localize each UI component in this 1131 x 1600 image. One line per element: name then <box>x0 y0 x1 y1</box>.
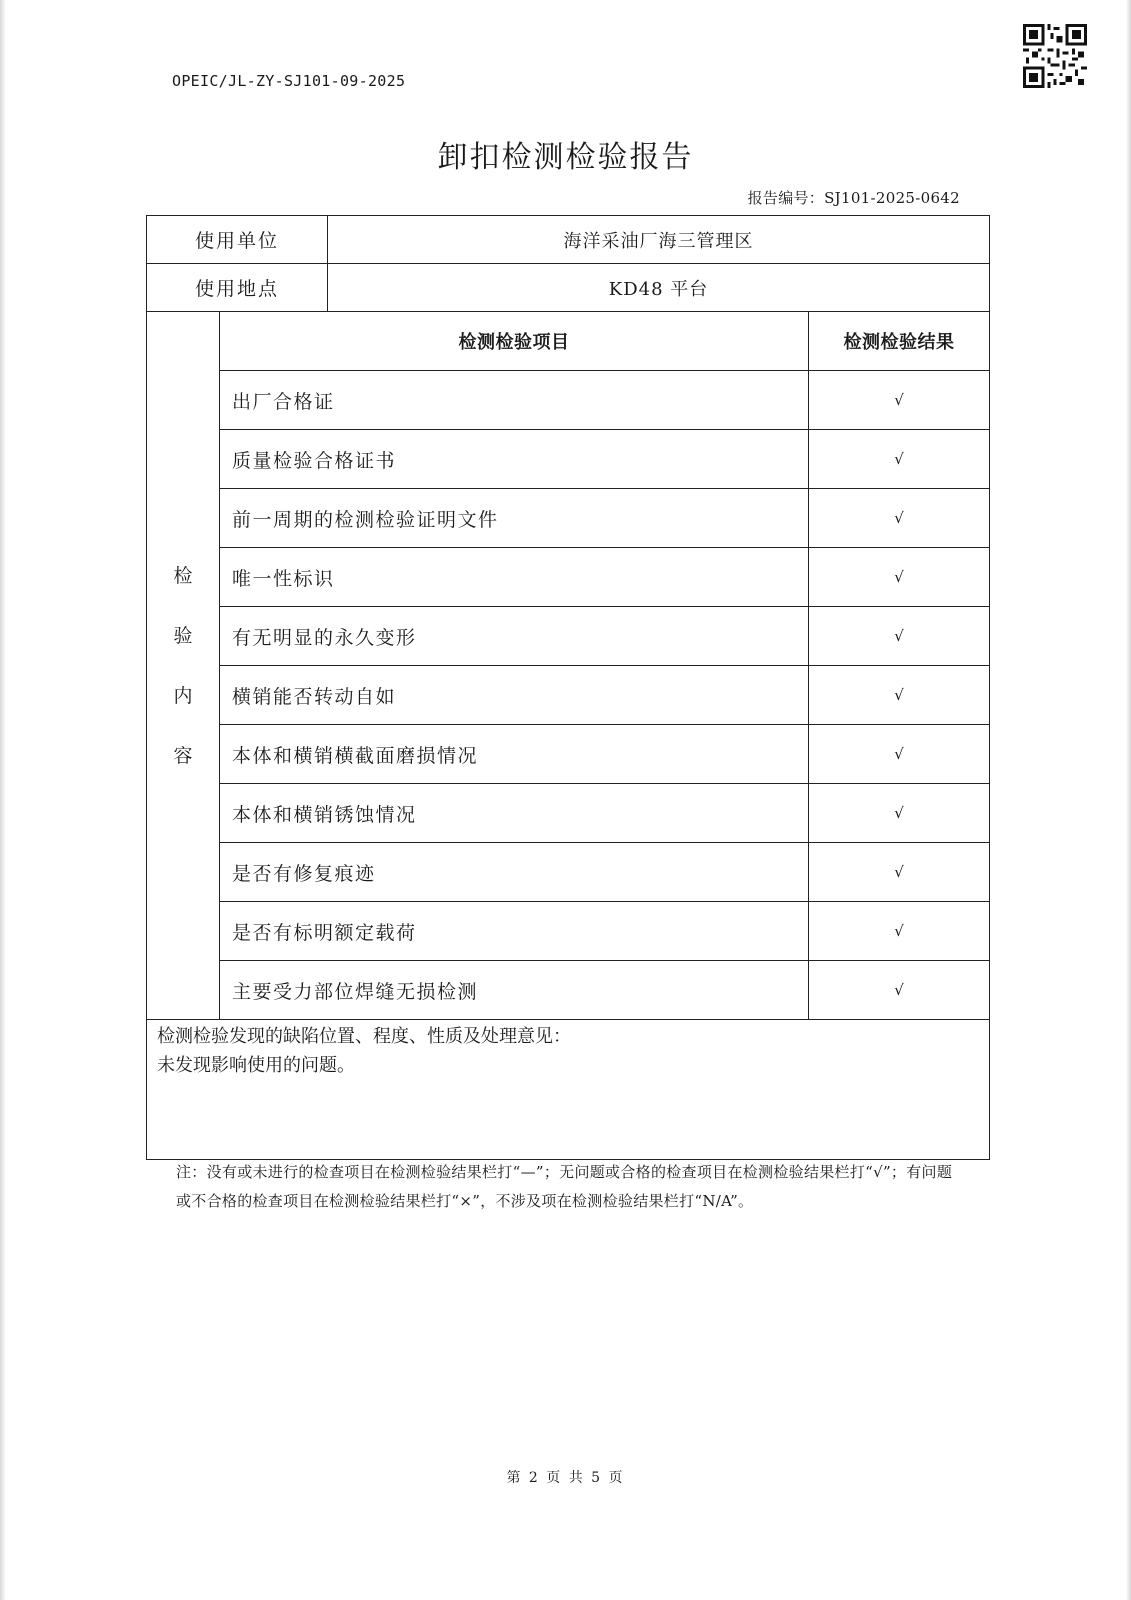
side-char: 验 <box>173 624 193 647</box>
inspection-content-side-label <box>147 312 220 1020</box>
scan-edge-left <box>0 0 6 1600</box>
inspection-result: √ <box>809 489 990 548</box>
inspection-item: 出厂合格证 <box>220 371 809 430</box>
findings-cell <box>147 1020 990 1160</box>
inspection-item: 有无明显的永久变形 <box>220 607 809 666</box>
table-row <box>147 725 990 784</box>
unit-row <box>147 216 990 264</box>
side-char: 容 <box>173 744 193 767</box>
location-row <box>147 264 990 312</box>
inspection-result: √ <box>809 607 990 666</box>
inspection-item: 是否有修复痕迹 <box>220 843 809 902</box>
report-number: 报告编号：SJ101-2025-0642 <box>747 189 960 207</box>
inspection-result: √ <box>809 548 990 607</box>
inspection-item: 本体和横销横截面磨损情况 <box>220 725 809 784</box>
table-row <box>147 666 990 725</box>
inspection-item: 前一周期的检测检验证明文件 <box>220 489 809 548</box>
column-header-result: 检测检验结果 <box>809 312 990 371</box>
inspection-item: 质量检验合格证书 <box>220 430 809 489</box>
side-char: 检 <box>173 564 193 587</box>
inspection-header-row <box>147 312 990 371</box>
location-label: 使用地点 <box>147 264 328 312</box>
table-row <box>147 371 990 430</box>
inspection-result: √ <box>809 725 990 784</box>
page-number: 第 2 页 共 5 页 <box>506 1470 625 1486</box>
table-row <box>147 902 990 961</box>
inspection-item: 横销能否转动自如 <box>220 666 809 725</box>
table-row <box>147 548 990 607</box>
table-row <box>147 607 990 666</box>
inspection-result: √ <box>809 961 990 1020</box>
inspection-item: 唯一性标识 <box>220 548 809 607</box>
findings-row <box>147 1020 990 1160</box>
inspection-result: √ <box>809 784 990 843</box>
findings-text: 未发现影响使用的问题。 <box>157 1055 355 1076</box>
location-value: KD48 平台 <box>328 264 990 312</box>
table-row <box>147 430 990 489</box>
inspection-result: √ <box>809 430 990 489</box>
scan-edge-right <box>1126 0 1131 1600</box>
inspection-item: 本体和横销锈蚀情况 <box>220 784 809 843</box>
document-code: OPEIC/JL-ZY-SJ101-09-2025 <box>172 72 406 90</box>
inspection-item: 主要受力部位焊缝无损检测 <box>220 961 809 1020</box>
table-row <box>147 784 990 843</box>
column-header-item: 检测检验项目 <box>220 312 809 371</box>
report-title: 卸扣检测检验报告 <box>437 140 694 175</box>
table-row <box>147 843 990 902</box>
inspection-result: √ <box>809 902 990 961</box>
side-char: 内 <box>173 684 193 707</box>
unit-label: 使用单位 <box>147 216 328 264</box>
findings-label: 检测检验发现的缺陷位置、程度、性质及处理意见： <box>157 1026 571 1047</box>
qr-code-icon <box>1023 24 1087 88</box>
inspection-table <box>146 215 990 1160</box>
table-row <box>147 489 990 548</box>
unit-value: 海洋采油厂海三管理区 <box>328 216 990 264</box>
inspection-result: √ <box>809 843 990 902</box>
inspection-item: 是否有标明额定载荷 <box>220 902 809 961</box>
inspection-result: √ <box>809 666 990 725</box>
table-row <box>147 961 990 1020</box>
inspection-result: √ <box>809 371 990 430</box>
footnote: 注：没有或未进行的检查项目在检测检验结果栏打“—”；无问题或合格的检查项目在检测检验结果栏打“√”；有问题或不合格的检查项目在检测检验结果栏打“×”，不涉及项在检测检验结果栏打“N/A”。 <box>176 1163 953 1210</box>
